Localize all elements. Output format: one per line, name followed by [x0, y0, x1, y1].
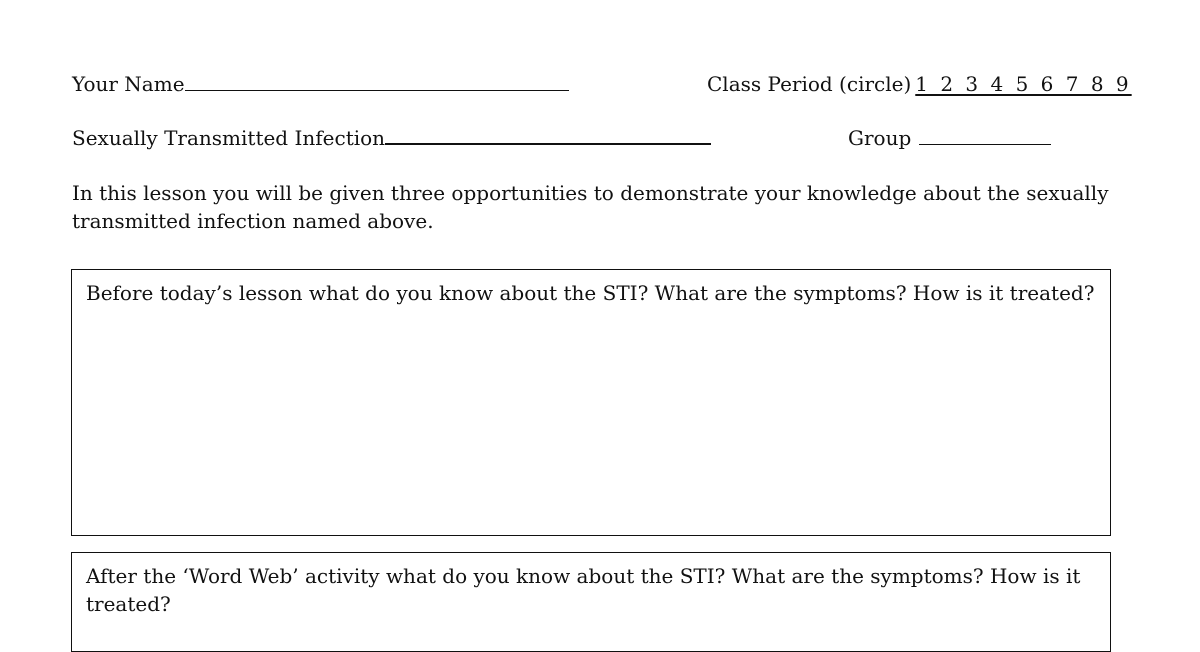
name-field	[72, 70, 569, 98]
sti-label: Sexually Transmitted Infection	[72, 126, 386, 150]
name-blank-line[interactable]	[185, 72, 569, 91]
group-field	[848, 124, 1051, 152]
after-word-web-prompt: After the ‘Word Web’ activity what do you know about the STI? What are the symptoms? How is it treated?	[86, 564, 1081, 616]
class-period-numbers[interactable]: 1 2 3 4 5 6 7 8 9	[915, 72, 1132, 96]
class-period-field	[707, 70, 1132, 98]
group-blank-line[interactable]	[919, 126, 1051, 145]
after-word-web-answer-box[interactable]	[71, 552, 1111, 652]
intro-paragraph: In this lesson you will be given three opportunities to demonstrate your knowledge about the sexually transmitted infection named above.	[72, 181, 1109, 233]
before-lesson-answer-box[interactable]	[71, 269, 1111, 536]
class-period-label: Class Period (circle)	[707, 72, 912, 96]
name-label: Your Name	[72, 72, 185, 96]
group-label: Group	[848, 126, 912, 150]
sti-field	[72, 124, 711, 152]
sti-blank-line[interactable]	[385, 125, 711, 145]
before-lesson-prompt: Before today’s lesson what do you know about the STI? What are the symptoms? How is it treated?	[86, 281, 1095, 305]
